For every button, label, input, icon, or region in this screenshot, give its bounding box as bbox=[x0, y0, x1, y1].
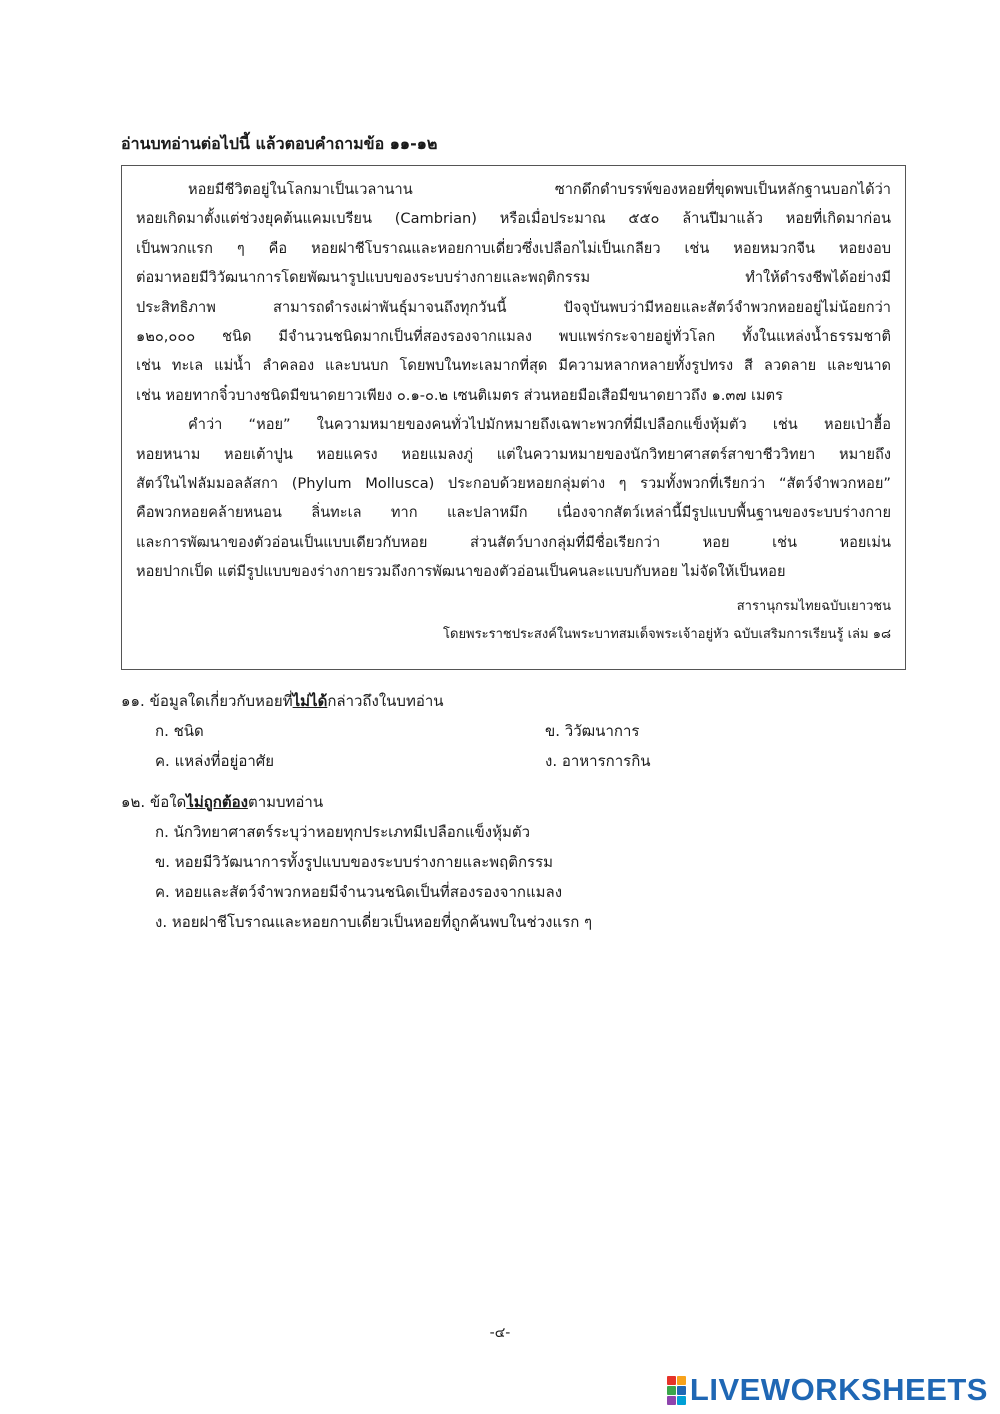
logo-block-icon bbox=[667, 1386, 676, 1395]
source-detail: โดยพระราชประสงค์ในพระบาทสมเด็จพระเจ้าอยู่หัว ฉบับเสริมการเรียนรู้ เล่ม ๑๘ bbox=[443, 626, 891, 642]
question-12-choices bbox=[121, 817, 592, 937]
passage-line: หอยมีชีวิตอยู่ในโลกมาเป็นเวลานาน ซากดึกดำบรรพ์ของหอยที่ขุดพบเป็นหลักฐานบอกได้ว่า bbox=[188, 181, 891, 198]
question-11-choices bbox=[121, 716, 845, 776]
liveworksheets-logo bbox=[667, 1372, 988, 1408]
passage-line: สัตว์ในไฟลัมมอลลัสกา (Phylum Mollusca) ประกอบด้วยหอยกลุ่มต่าง ๆ รวมทั้งพวกที่เรียกว่า “สัตว์จำพวกหอย” bbox=[136, 475, 891, 493]
passage-line: ต่อมาหอยมีวิวัฒนาการโดยพัฒนารูปแบบของระบบร่างกายและพฤติกรรม ทำให้ดำรงชีพได้อย่างมี bbox=[136, 269, 891, 287]
question-11-suffix: กล่าวถึงในบทอ่าน bbox=[327, 692, 444, 710]
question-11-prefix: ๑๑. ข้อมูลใดเกี่ยวกับหอยที่ bbox=[121, 692, 293, 710]
question-12-stem bbox=[121, 787, 592, 817]
passage-line: เช่น ทะเล แม่น้ำ ลำคลอง และบนบก โดยพบในทะเลมากที่สุด มีความหลากหลายทั้งรูปทรง สี ลวดลาย และขนาด bbox=[136, 357, 891, 375]
page-number: -๔- bbox=[489, 1325, 511, 1341]
question-12-suffix: ตามบทอ่าน bbox=[247, 793, 324, 811]
choice-11-a[interactable]: ก. ชนิด bbox=[155, 722, 204, 740]
question-11-stem bbox=[121, 686, 845, 716]
passage-line: หอยเกิดมาตั้งแต่ช่วงยุคต้นแคมเบรียน (Cambrian) หรือเมื่อประมาณ ๕๕๐ ล้านปีมาแล้ว หอยที่เกิดมาก่อน bbox=[136, 210, 891, 228]
logo-block-icon bbox=[677, 1376, 686, 1385]
question-11-emphasis: ไม่ได้ bbox=[292, 692, 328, 710]
question-12 bbox=[121, 787, 592, 937]
passage-line: เช่น หอยทากจิ๋วบางชนิดมีขนาดยาวเพียง ๐.๑-๐.๒ เซนติเมตร ส่วนหอยมือเสือมีขนาดยาวถึง ๑.๓๗ เมตร bbox=[136, 386, 783, 404]
passage-line: ๑๒๐,๐๐๐ ชนิด มีจำนวนชนิดมากเป็นที่สองรองจากแมลง พบแพร่กระจายอยู่ทั่วโลก ทั้งในแหล่งน้ำธรรมชาติ bbox=[136, 328, 891, 346]
passage-paragraph-2 bbox=[136, 410, 891, 586]
passage-line: ประสิทธิภาพ สามารถดำรงเผ่าพันธุ์มาจนถึงทุกวันนี้ ปัจจุบันพบว่ามีหอยและสัตว์จำพวกหอยอยู่ไม่น้อยกว่า bbox=[136, 298, 891, 316]
choice-11-d[interactable]: ง. อาหารการกิน bbox=[545, 752, 651, 770]
choice-11-b[interactable]: ข. วิวัฒนาการ bbox=[545, 722, 640, 740]
choice-12-b[interactable]: ข. หอยมีวิวัฒนาการทั้งรูปแบบของระบบร่างกายและพฤติกรรม bbox=[155, 853, 554, 871]
passage-line: หอยหนาม หอยเต้าปูน หอยแครง หอยแมลงภู่ แต่ในความหมายของนักวิทยาศาสตร์สาขาชีววิทยา หมายถึง bbox=[136, 445, 891, 463]
passage-line: คำว่า “หอย” ในความหมายของคนทั่วไปมักหมายถึงเฉพาะพวกที่มีเปลือกแข็งหุ้มตัว เช่น หอยเป่าฮื้อ bbox=[188, 416, 891, 434]
choice-12-d[interactable]: ง. หอยฝาชีโบราณและหอยกาบเดี่ยวเป็นหอยที่ถูกค้นพบในช่วงแรก ๆ bbox=[155, 913, 593, 931]
passage-line: คือพวกหอยคล้ายหนอน ลิ่นทะเล ทาก และปลาหมึก เนื่องจากสัตว์เหล่านี้มีรูปแบบพื้นฐานของระบบร่างกาย bbox=[136, 504, 891, 522]
logo-mark-icon bbox=[667, 1376, 686, 1405]
choice-11-c[interactable]: ค. แหล่งที่อยู่อาศัย bbox=[155, 752, 275, 770]
reading-passage-box bbox=[121, 165, 906, 670]
passage-source bbox=[136, 593, 891, 649]
passage-line: และการพัฒนาของตัวอ่อนเป็นแบบเดียวกับหอย ส่วนสัตว์บางกลุ่มที่มีชื่อเรียกว่า หอย เช่น หอยเม่น bbox=[136, 533, 891, 551]
source-title: สารานุกรมไทยฉบับเยาวชน bbox=[736, 598, 891, 614]
logo-block-icon bbox=[677, 1396, 686, 1405]
question-11 bbox=[121, 686, 845, 776]
choice-12-c[interactable]: ค. หอยและสัตว์จำพวกหอยมีจำนวนชนิดเป็นที่สองรองจากแมลง bbox=[155, 883, 563, 901]
logo-text: LIVEWORKSHEETS bbox=[689, 1372, 988, 1407]
choice-12-a[interactable]: ก. นักวิทยาศาสตร์ระบุว่าหอยทุกประเภทมีเปลือกแข็งหุ้มตัว bbox=[155, 823, 531, 841]
logo-block-icon bbox=[667, 1396, 676, 1405]
passage-paragraph-1 bbox=[136, 175, 891, 410]
logo-block-icon bbox=[677, 1386, 686, 1395]
instruction-heading: อ่านบทอ่านต่อไปนี้ แล้วตอบคำถามข้อ ๑๑-๑๒ bbox=[121, 134, 438, 153]
logo-block-icon bbox=[667, 1376, 676, 1385]
question-12-emphasis: ไม่ถูกต้อง bbox=[186, 793, 248, 811]
question-12-prefix: ๑๒. ข้อใด bbox=[121, 793, 187, 811]
passage-line: เป็นพวกแรก ๆ คือ หอยฝาชีโบราณและหอยกาบเดี่ยวซึ่งเปลือกไม่เป็นเกลียว เช่น หอยหมวกจีน หอยงอบ bbox=[136, 239, 891, 257]
passage-line: หอยปากเป็ด แต่มีรูปแบบของร่างกายรวมถึงการพัฒนาของตัวอ่อนเป็นคนละแบบกับหอย ไม่จัดให้เป็นหอย bbox=[136, 563, 786, 581]
